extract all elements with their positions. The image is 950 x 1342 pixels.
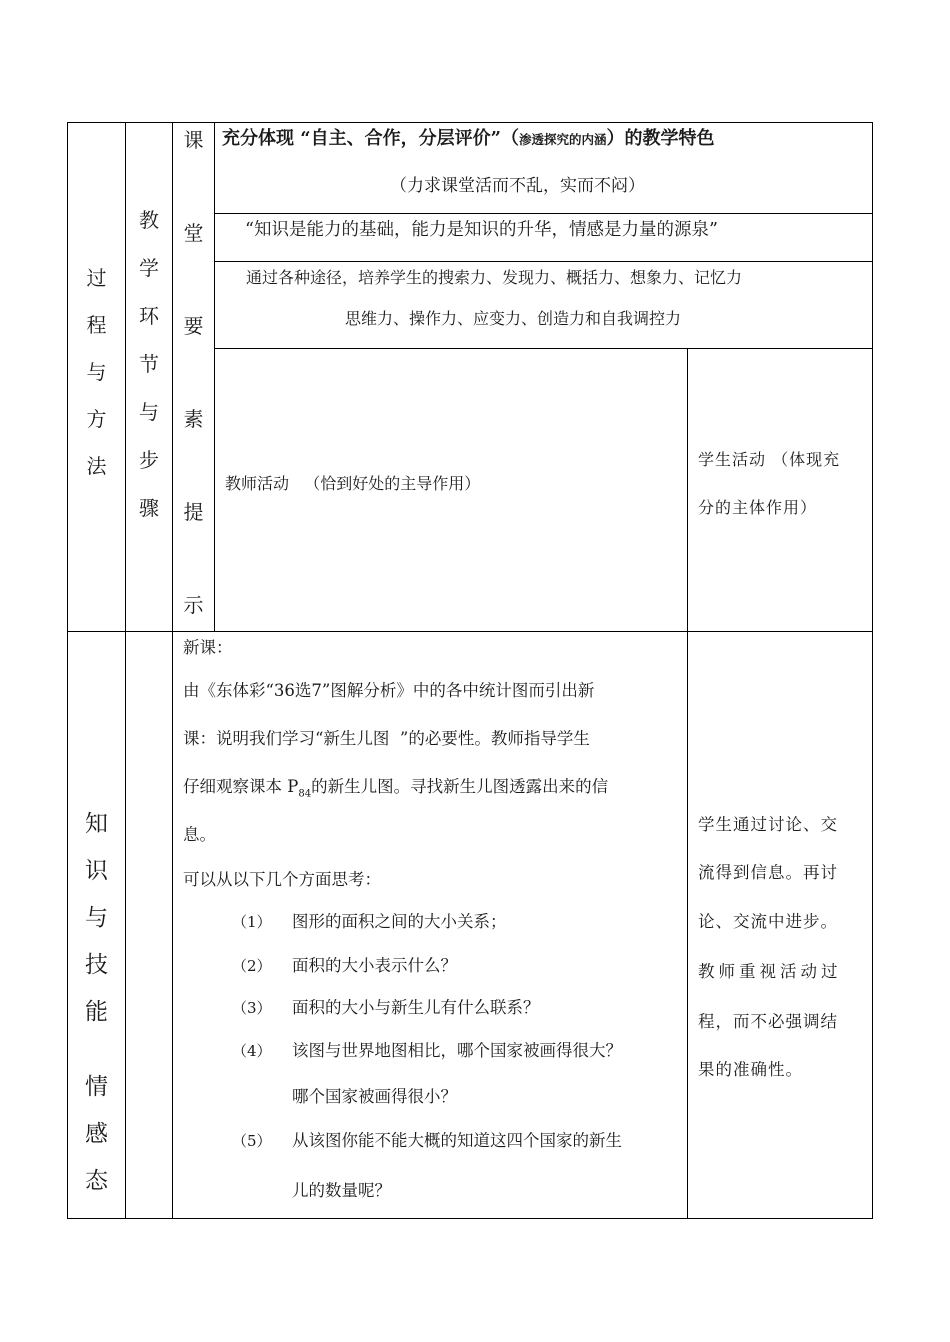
col-divider-3 — [214, 122, 215, 632]
process-method-label — [68, 262, 125, 482]
item-4-num: （4） — [232, 1042, 272, 1060]
content-line-4: 息。 — [183, 825, 216, 844]
vertical-char: 课 — [183, 128, 204, 152]
item-5-text: 从该图你能不能大概的知道这四个国家的新生 — [292, 1131, 622, 1150]
vertical-char: 与 — [139, 400, 159, 424]
vertical-char: 识 — [85, 858, 108, 884]
item-3-text: 面积的大小与新生儿有什么联系？ — [292, 998, 540, 1017]
feature-subtitle: （力求课堂活而不乱，实而不闷） — [390, 176, 645, 196]
vertical-char: 程 — [86, 313, 107, 337]
abilities-line-2: 思维力、操作力、应变力、创造力和自我调控力 — [345, 309, 682, 328]
student-note-2: 流得到信息。再讨 — [698, 863, 838, 882]
vertical-char: 示 — [183, 593, 204, 617]
vertical-char: 步 — [139, 448, 159, 472]
table-bottom-border — [67, 1218, 873, 1219]
activity-divider-bottom — [687, 631, 688, 1219]
content-line-3-head: 仔细观察课本 P — [183, 777, 299, 796]
content-line-3-tail: 的新生儿图。寻找新生儿图透露出来的信 — [311, 777, 609, 796]
vertical-char: 过 — [86, 266, 107, 290]
vertical-char: 技 — [85, 952, 108, 978]
content-line-3 — [183, 777, 608, 804]
item-4-cont: 哪个国家被画得很小？ — [292, 1087, 457, 1106]
item-2-text: 面积的大小表示什么？ — [292, 956, 457, 975]
item-1-text: 图形的面积之间的大小关系； — [292, 912, 507, 931]
table-right-border — [872, 122, 873, 1219]
header-row-divider-1 — [214, 213, 873, 214]
emotion-attitude-label — [68, 1068, 125, 1208]
quote: “知识是能力的基础，能力是知识的升华，情感是力量的源泉” — [245, 220, 718, 240]
classroom-elements-label — [173, 124, 214, 629]
item-4-text: 该图与世界地图相比，哪个国家被画得很大？ — [292, 1041, 622, 1060]
vertical-char: 能 — [85, 999, 108, 1025]
item-5-cont: 儿的数量呢？ — [292, 1181, 391, 1200]
item-2-num: （2） — [232, 957, 272, 975]
header-row-divider-3 — [214, 348, 873, 349]
vertical-char: 节 — [139, 352, 159, 376]
teaching-steps-label — [126, 204, 172, 544]
feature-main: 充分体现 “自主、合作，分层评价” — [222, 128, 501, 149]
vertical-char: 要 — [183, 314, 204, 338]
student-activity-line-1: 学生活动 （体现充 — [698, 450, 841, 469]
item-3-num: （3） — [232, 999, 272, 1017]
student-note-4: 教师重视活动过 — [698, 962, 842, 981]
teacher-activity: 教师活动 （恰到好处的主导作用） — [225, 474, 481, 493]
table-mid-border — [67, 631, 873, 632]
table-top-border — [67, 122, 873, 123]
student-activity-line-2: 分的主体作用） — [698, 498, 818, 517]
content-line-1: 由《东体彩“36选7”图解分析》中的各中统计图而引出新 — [183, 681, 595, 700]
vertical-char: 教 — [139, 208, 159, 232]
student-note-1: 学生通过讨论、交 — [698, 815, 838, 834]
vertical-char: 态 — [85, 1168, 108, 1194]
vertical-char: 骤 — [139, 496, 159, 520]
vertical-char: 环 — [139, 304, 159, 328]
activity-divider-top — [687, 348, 688, 632]
feature-paren-close: ） — [606, 128, 625, 149]
page-subscript: 84 — [298, 788, 312, 800]
student-note-6: 果的准确性。 — [698, 1060, 803, 1079]
student-note-5: 程，而不必强调结 — [698, 1012, 838, 1031]
knowledge-skills-label — [68, 805, 125, 1045]
new-lesson-label: 新课： — [183, 638, 233, 657]
vertical-char: 法 — [86, 454, 107, 478]
student-note-3: 论、交流中进步。 — [698, 912, 838, 931]
content-line-2: 课：说明我们学习“新生儿图 ”的必要性。教师指导学生 — [183, 729, 590, 748]
vertical-char: 与 — [86, 360, 107, 384]
vertical-char: 堂 — [183, 221, 204, 245]
feature-heading — [222, 129, 715, 150]
feature-small: 渗透探究的内涵 — [518, 132, 607, 147]
abilities-line-1: 通过各种途径，培养学生的搜索力、发现力、概括力、想象力、记忆力 — [246, 268, 743, 287]
vertical-char: 感 — [85, 1121, 108, 1147]
vertical-char: 提 — [183, 500, 204, 524]
vertical-char: 情 — [85, 1074, 108, 1100]
vertical-char: 方 — [86, 407, 107, 431]
feature-tail: 的教学特色 — [624, 128, 715, 149]
item-5-num: （5） — [232, 1132, 272, 1150]
vertical-char: 知 — [85, 811, 108, 837]
content-line-5: 可以从以下几个方面思考： — [183, 870, 381, 889]
item-1-num: （1） — [232, 913, 272, 931]
feature-paren-open: （ — [500, 128, 519, 149]
vertical-char: 与 — [85, 905, 108, 931]
vertical-char: 学 — [139, 256, 159, 280]
vertical-char: 素 — [183, 407, 204, 431]
header-row-divider-2 — [214, 261, 873, 262]
